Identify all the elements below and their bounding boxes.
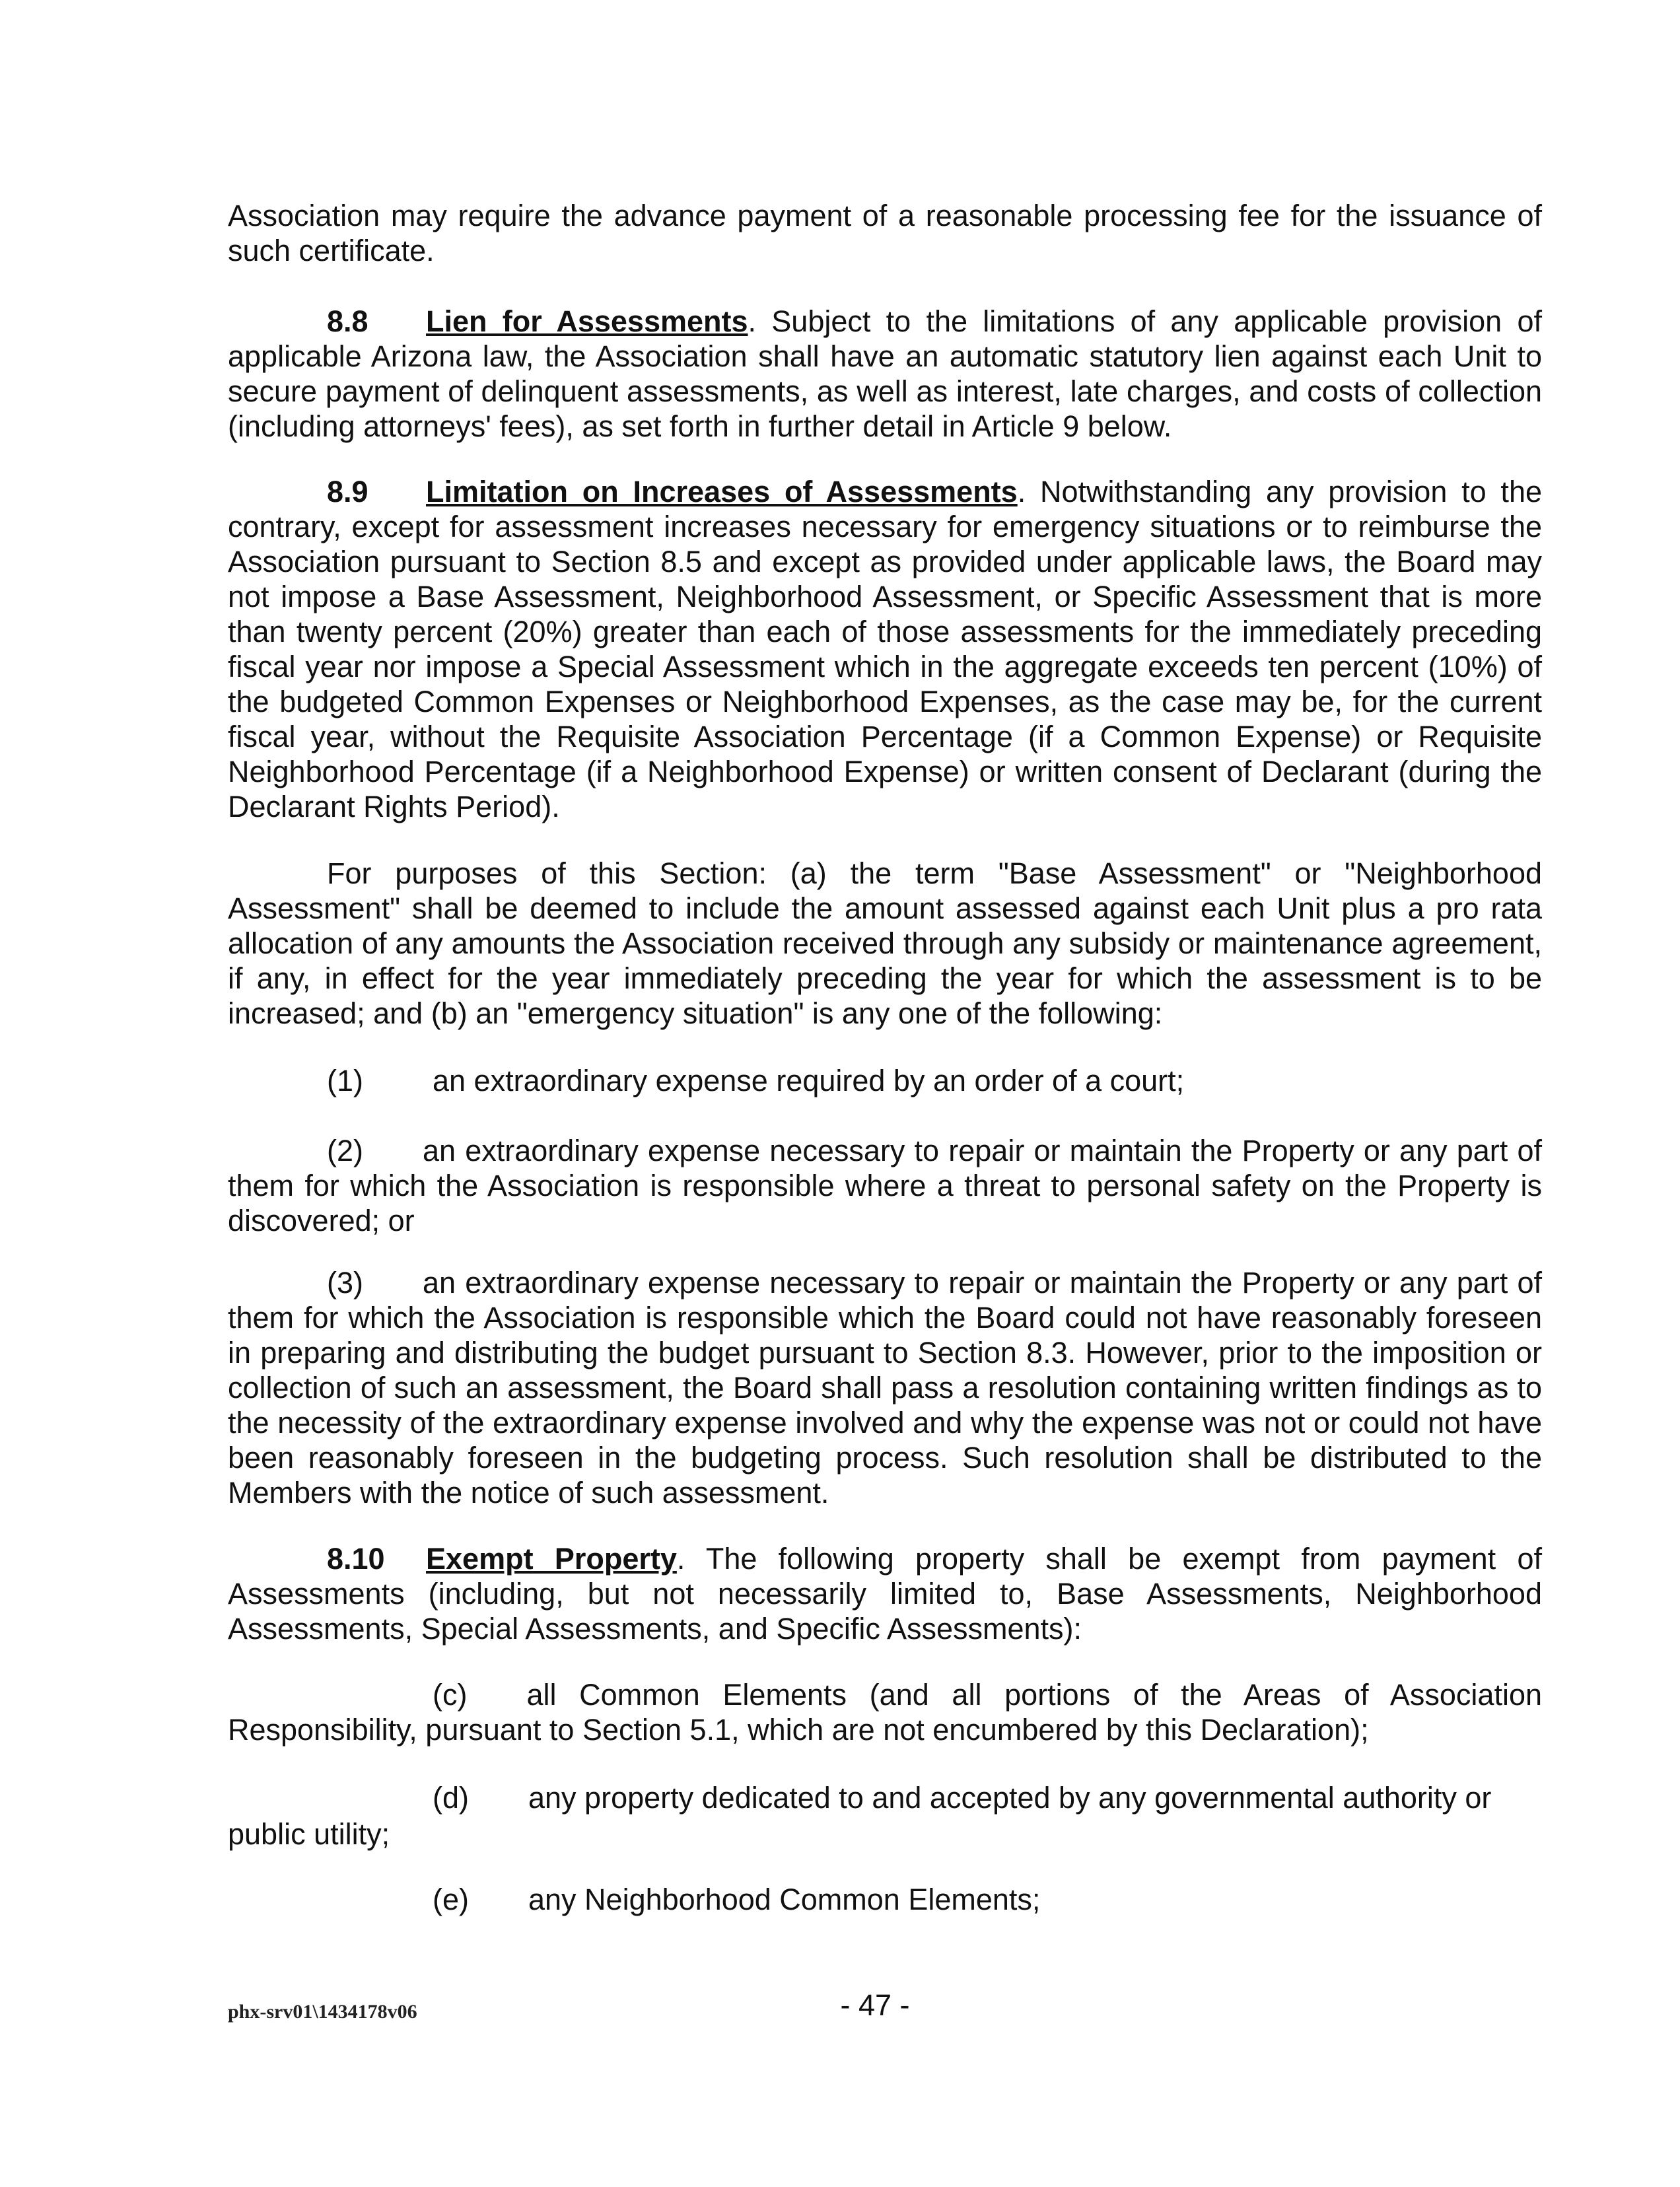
- section-number: 8.10: [327, 1542, 385, 1576]
- document-id: phx-srv01\1434178v06: [228, 2001, 417, 2023]
- section-body: . The following property shall be exempt from payment of Assessments (including, but not necessarily limited to, Base Assessments, Neighborhood Assessments, Special Assessments, and Specific Assessments):: [228, 1542, 1542, 1646]
- section-8-9: [228, 474, 1542, 824]
- item-text-continued: public utility;: [228, 1817, 390, 1851]
- section-title: Lien for Assessments: [426, 304, 748, 338]
- page-number: - 47 -: [840, 1988, 910, 2022]
- section-number: 8.8: [327, 304, 368, 338]
- section-8-10: [228, 1541, 1542, 1646]
- section-number: 8.9: [327, 475, 368, 508]
- list-item-e: [228, 1882, 1542, 1917]
- paragraph-purposes: For purposes of this Section: (a) the term "Base Assessment" or "Neighborhood Assessment" shall be deemed to include the amount assessed against each Unit plus a pro rata allocation of any amounts the Association received through any subsidy or maintenance agreement, if any, in effect for the year immediately preceding the year for which the assessment is to be increased; and (b) an "emergency situation" is any one of the following:: [228, 856, 1542, 1030]
- list-item-c: (c) all Common Elements (and all portions of the Areas of Association Responsibility, pursuant to Section 5.1, which are not encumbered by this Declaration);: [228, 1678, 1542, 1747]
- item-number: (e): [433, 1883, 469, 1916]
- item-text: an extraordinary expense required by an order of a court;: [433, 1064, 1185, 1097]
- section-body: . Notwithstanding any provision to the contrary, except for assessment increases necessary for emergency situations or to reimburse the Association pursuant to Section 8.5 and except as provided under applicable laws, the Board may not impose a Base Assessment, Neighborhood Assessment, or Specific Assessment that is more than twenty percent (20%) greater than each of those assessments for the immediately preceding fiscal year nor impose a Special Assessment which in the aggregate exceeds ten percent (10%) of the budgeted Common Expenses or Neighborhood Expenses, as the case may be, for the current fiscal year, without the Requisite Association Percentage (if a Common Expense) or Requisite Neighborhood Percentage (if a Neighborhood Expense) or written consent of Declarant (during the Declarant Rights Period).: [228, 475, 1542, 823]
- section-body: . Subject to the limitations of any applicable provision of applicable Arizona law, the Association shall have an automatic statutory lien against each Unit to secure payment of delinquent assessments, as well as interest, late charges, and costs of collection (including attorneys' fees), as set forth in further detail in Article 9 below.: [228, 304, 1543, 443]
- item-text: any property dedicated to and accepted by any governmental authority or: [528, 1781, 1492, 1815]
- list-item-2: (2) an extraordinary expense necessary to repair or maintain the Property or any part of them for which the Association is responsible where a threat to personal safety on the Property is discovered; or: [228, 1134, 1542, 1237]
- section-title: Exempt Property: [426, 1542, 677, 1576]
- section-8-8: [228, 304, 1542, 444]
- section-title: Limitation on Increases of Assessments: [426, 475, 1018, 508]
- paragraph-continuation: Association may require the advance payment of a reasonable processing fee for the issuance of such certificate.: [228, 199, 1542, 267]
- item-number: (d): [433, 1781, 469, 1815]
- item-number: (1): [327, 1064, 363, 1097]
- list-item-1: [228, 1063, 1542, 1098]
- list-item-3: (3) an extraordinary expense necessary to repair or maintain the Property or any part of them for which the Association is responsible which the Board could not have reasonably foreseen in preparing and distributing the budget pursuant to Section 8.3. However, prior to the imposition or collection of such an assessment, the Board shall pass a resolution containing written findings as to the necessity of the extraordinary expense involved and why the expense was not or could not have been reasonably foreseen in the budgeting process. Such resolution shall be distributed to the Members with the notice of such assessment.: [228, 1266, 1542, 1510]
- list-item-d: [228, 1780, 1542, 1853]
- item-text: any Neighborhood Common Elements;: [528, 1883, 1041, 1916]
